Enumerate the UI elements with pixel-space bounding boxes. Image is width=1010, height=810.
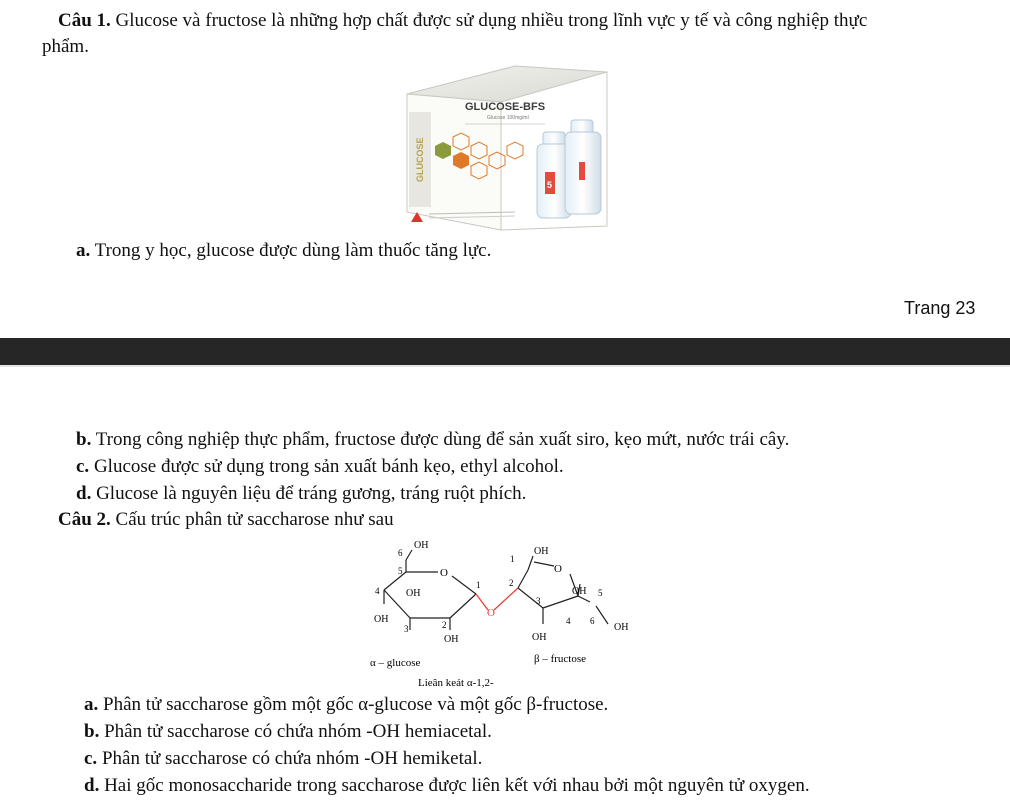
hydroxyl-label: OH	[572, 586, 587, 597]
atom-number: 2	[509, 578, 514, 588]
ring-oxygen: O	[440, 567, 448, 579]
q1-option-b	[76, 428, 789, 452]
option-text: Glucose là nguyên liệu để tráng gương, tráng ruột phích.	[91, 483, 527, 504]
hydroxyl-label: OH	[534, 546, 549, 557]
hydroxyl-label: OH	[532, 632, 547, 643]
page-break-band	[0, 338, 1010, 365]
hydroxyl-label: OH	[444, 634, 459, 645]
option-label: b.	[76, 429, 92, 450]
atom-number: 2	[442, 620, 447, 630]
atom-number: 5	[398, 566, 403, 576]
option-label: c.	[76, 456, 90, 477]
atom-number: 1	[476, 580, 481, 590]
glycosidic-bond	[476, 588, 518, 610]
q2-option-d	[84, 774, 810, 798]
atom-number: 1	[510, 554, 515, 564]
q2-text: Cấu trúc phân tử saccharose như sau	[110, 509, 394, 530]
option-text: Trong y học, glucose được dùng làm thuốc tăng lực.	[90, 240, 492, 261]
bridge-oxygen: O	[487, 607, 495, 619]
q2-option-c	[84, 747, 482, 771]
q2-stem	[58, 508, 394, 532]
bond-caption: Lieân keát α-1,2-	[418, 677, 494, 689]
q1-option-c	[76, 455, 564, 479]
atom-number: 4	[375, 586, 380, 596]
package-number: 5	[547, 180, 553, 190]
q1-option-a	[76, 239, 491, 263]
option-label: b.	[84, 721, 100, 742]
atom-number: 5	[598, 588, 603, 598]
page-break-edge	[0, 365, 1010, 367]
q2-option-a	[84, 693, 608, 717]
option-label: d.	[76, 483, 92, 504]
bottle-icon	[537, 120, 601, 218]
atom-number: 6	[590, 616, 595, 626]
option-text: Trong công nghiệp thực phẩm, fructose được dùng để sản xuất siro, kẹo mứt, nước trái cây.	[91, 429, 790, 450]
q1-stem	[58, 9, 998, 33]
q2-option-b	[84, 720, 492, 744]
q1-label: Câu 1.	[58, 10, 111, 31]
option-text: Phân tử saccharose gồm một gốc α-glucose và một gốc β-fructose.	[98, 694, 609, 715]
glucose-product-image	[395, 62, 613, 232]
atom-number: 3	[536, 596, 541, 606]
hydroxyl-label: OH	[406, 588, 421, 599]
option-label: c.	[84, 748, 98, 769]
option-text: Phân tử saccharose có chứa nhóm -OH hemiacetal.	[99, 721, 492, 742]
hydroxyl-label: OH	[414, 540, 429, 551]
option-label: d.	[84, 775, 100, 796]
option-label: a.	[76, 240, 91, 261]
glucose-caption: α – glucose	[370, 657, 421, 669]
package-brand: GLUCOSE-BFS	[465, 101, 546, 113]
q1-text-line1: Glucose và fructose là những hợp chất được sử dụng nhiều trong lĩnh vực y tế và công nghiệp thực	[110, 10, 868, 31]
atom-number: 4	[566, 616, 571, 626]
saccharose-structure	[368, 534, 638, 694]
q1-text-line2: phẩm.	[42, 36, 89, 57]
package-side-text: GLUCOSE	[415, 137, 425, 182]
option-text: Glucose được sử dụng trong sản xuất bánh kẹo, ethyl alcohol.	[89, 456, 564, 477]
option-text: Hai gốc monosaccharide trong saccharose được liên kết với nhau bởi một nguyên tử oxygen.	[99, 775, 810, 796]
package-subtitle: Glucose 100mg/ml	[487, 115, 529, 121]
atom-number: 3	[404, 624, 409, 634]
ring-oxygen: O	[554, 563, 562, 575]
hydroxyl-label: OH	[614, 622, 629, 633]
option-text: Phân tử saccharose có chứa nhóm -OH hemiketal.	[97, 748, 483, 769]
page-number: Trang 23	[904, 298, 976, 318]
q2-label: Câu 2.	[58, 509, 111, 530]
q1-option-d	[76, 482, 526, 506]
atom-number: 6	[398, 548, 403, 558]
option-label: a.	[84, 694, 99, 715]
hydroxyl-label: OH	[374, 614, 389, 625]
fructose-caption: β – fructose	[534, 653, 587, 665]
